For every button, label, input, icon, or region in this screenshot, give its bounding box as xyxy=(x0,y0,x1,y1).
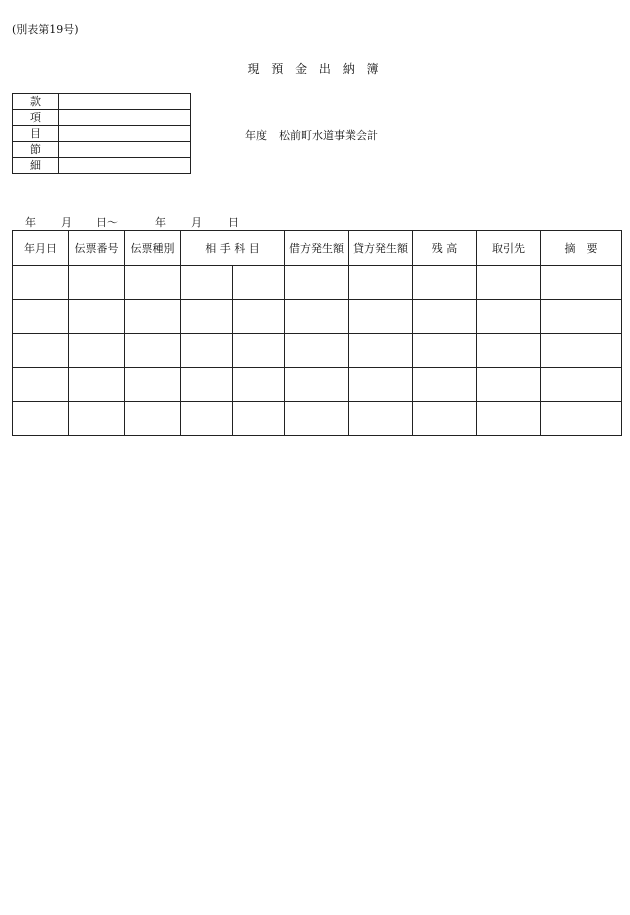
table-cell xyxy=(477,402,541,436)
table-cell xyxy=(413,300,477,334)
table-cell xyxy=(413,266,477,300)
period-from-year: 年 xyxy=(25,216,36,229)
classification-label: 項 xyxy=(13,110,59,126)
header-counter-account: 相 手 科 目 xyxy=(181,231,285,266)
classification-row xyxy=(13,94,191,110)
classification-value xyxy=(59,142,191,158)
classification-label: 目 xyxy=(13,126,59,142)
table-cell xyxy=(285,266,349,300)
fiscal-year-label: 年度 xyxy=(245,129,267,142)
classification-value xyxy=(59,110,191,126)
header-voucher-type: 伝票種別 xyxy=(125,231,181,266)
table-row xyxy=(13,334,622,368)
table-cell xyxy=(233,402,285,436)
table-cell xyxy=(69,300,125,334)
table-cell xyxy=(413,334,477,368)
table-cell xyxy=(233,334,285,368)
table-cell xyxy=(181,334,233,368)
table-cell xyxy=(13,300,69,334)
period-to-year: 年 xyxy=(155,216,166,229)
table-cell xyxy=(413,402,477,436)
header-description: 摘 要 xyxy=(541,231,622,266)
table-cell xyxy=(233,300,285,334)
period-from-month: 月 xyxy=(61,216,72,229)
table-cell xyxy=(181,402,233,436)
header-balance: 残 高 xyxy=(413,231,477,266)
table-cell xyxy=(349,368,413,402)
table-cell xyxy=(13,266,69,300)
classification-value xyxy=(59,94,191,110)
table-row xyxy=(13,300,622,334)
table-cell xyxy=(181,266,233,300)
table-cell xyxy=(285,300,349,334)
table-row xyxy=(13,266,622,300)
table-cell xyxy=(541,402,622,436)
table-cell xyxy=(413,368,477,402)
table-row xyxy=(13,368,622,402)
table-cell xyxy=(69,402,125,436)
table-cell xyxy=(125,266,181,300)
table-cell xyxy=(125,300,181,334)
table-cell xyxy=(477,266,541,300)
period-from-day: 日〜 xyxy=(96,216,118,229)
table-cell xyxy=(541,368,622,402)
classification-row xyxy=(13,158,191,174)
header-voucher-number: 伝票番号 xyxy=(69,231,125,266)
header-debit: 借方発生額 xyxy=(285,231,349,266)
table-cell xyxy=(541,300,622,334)
classification-label: 細 xyxy=(13,158,59,174)
classification-table xyxy=(12,93,191,174)
classification-value xyxy=(59,126,191,142)
table-cell xyxy=(541,334,622,368)
classification-row xyxy=(13,142,191,158)
table-cell xyxy=(13,334,69,368)
table-cell xyxy=(13,368,69,402)
table-cell xyxy=(125,368,181,402)
classification-row xyxy=(13,126,191,142)
table-cell xyxy=(125,334,181,368)
fiscal-line xyxy=(245,127,390,143)
table-cell xyxy=(349,266,413,300)
table-cell xyxy=(69,334,125,368)
document-title: 現 預 金 出 納 簿 xyxy=(247,62,383,76)
table-cell xyxy=(285,334,349,368)
header-counterparty: 取引先 xyxy=(477,231,541,266)
table-cell xyxy=(125,402,181,436)
table-cell xyxy=(181,368,233,402)
period-to-month: 月 xyxy=(191,216,202,229)
table-cell xyxy=(349,334,413,368)
table-cell xyxy=(477,334,541,368)
table-cell xyxy=(477,368,541,402)
classification-row xyxy=(13,110,191,126)
table-cell xyxy=(285,368,349,402)
table-cell xyxy=(13,402,69,436)
classification-value xyxy=(59,158,191,174)
table-cell xyxy=(349,300,413,334)
ledger-table xyxy=(12,230,622,436)
period-to-day: 日 xyxy=(228,216,239,229)
table-cell xyxy=(69,368,125,402)
table-cell xyxy=(349,402,413,436)
table-cell xyxy=(541,266,622,300)
classification-label: 款 xyxy=(13,94,59,110)
form-number: (別表第19号) xyxy=(12,23,79,36)
ledger-header-row xyxy=(13,231,622,266)
account-name: 松前町水道事業会計 xyxy=(279,129,378,142)
table-cell xyxy=(285,402,349,436)
header-date: 年月日 xyxy=(13,231,69,266)
table-cell xyxy=(233,266,285,300)
classification-label: 節 xyxy=(13,142,59,158)
table-cell xyxy=(69,266,125,300)
table-cell xyxy=(233,368,285,402)
table-cell xyxy=(181,300,233,334)
ledger-body xyxy=(13,266,622,436)
table-cell xyxy=(477,300,541,334)
header-credit: 貸方発生額 xyxy=(349,231,413,266)
table-row xyxy=(13,402,622,436)
